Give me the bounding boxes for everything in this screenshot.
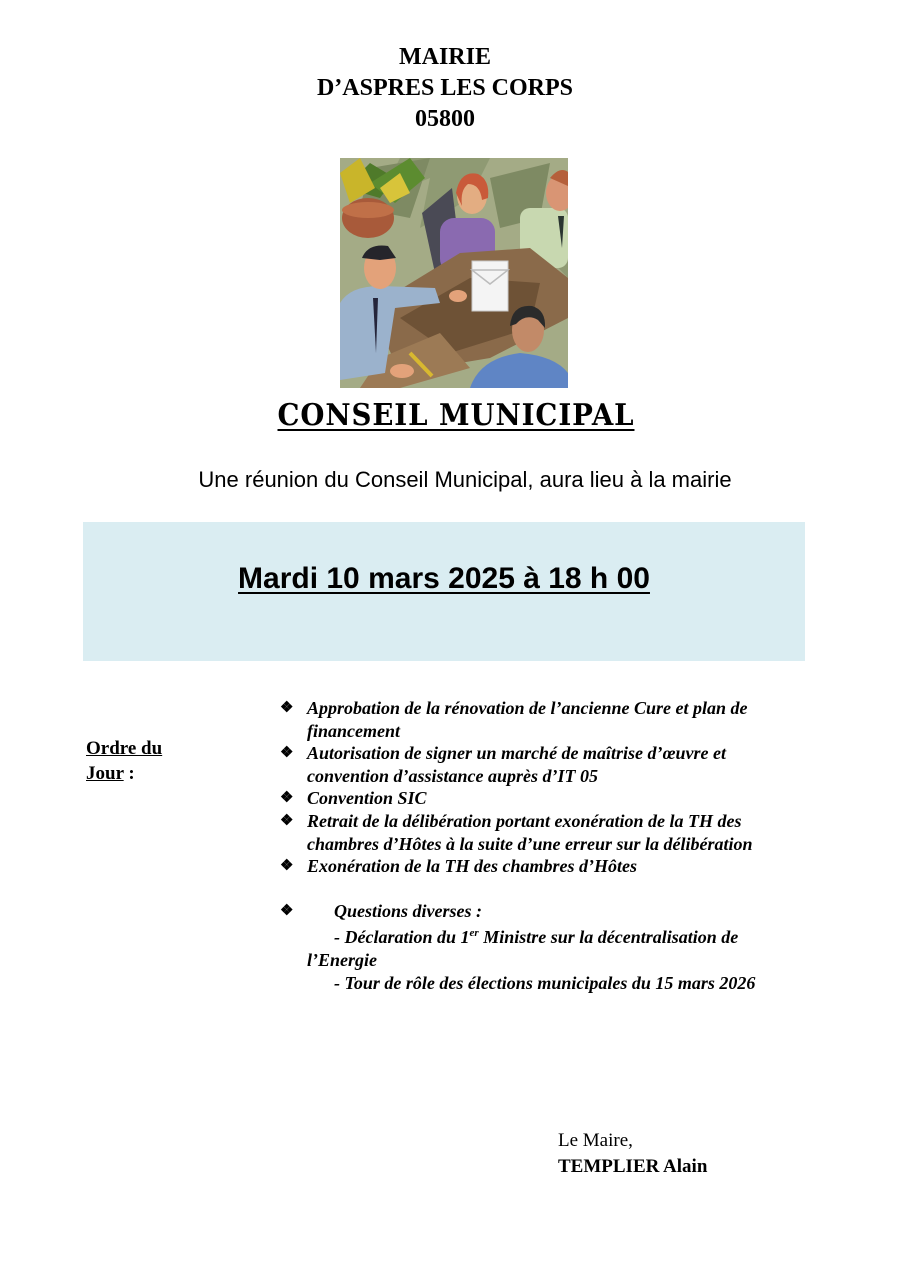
agenda-item-line: Autorisation de signer un marché de maîtrise d’œuvre et: [307, 743, 727, 764]
agenda-item-line: Approbation de la rénovation de l’ancienne Cure et plan de: [307, 698, 748, 718]
agenda-item-line: convention d’assistance auprès d’IT 05: [307, 765, 599, 786]
question-item-sup: er: [469, 927, 479, 940]
agenda-item: [280, 810, 820, 855]
signature-role: Le Maire,: [558, 1130, 633, 1151]
bullet-icon: ❖: [280, 858, 294, 875]
meeting-title: CONSEIL MUNICIPAL: [277, 398, 635, 433]
bullet-icon: ❖: [280, 902, 294, 919]
agenda-item-line: Exonération de la TH des chambres d’Hôtes: [307, 856, 637, 877]
date-banner: [83, 522, 805, 661]
question-item: - Tour de rôle des élections municipales du 15 mars 2026: [334, 972, 756, 993]
agenda-label-line1: Ordre du: [86, 738, 163, 759]
agenda-label-colon: :: [123, 763, 135, 784]
question-item-text: - Déclaration du 1: [334, 927, 470, 948]
agenda-item-questions: [280, 900, 820, 994]
bullet-icon: ❖: [280, 700, 294, 716]
agenda-item: [280, 697, 820, 742]
agenda-item: [280, 742, 820, 787]
question-item: [307, 922, 820, 949]
agenda-label: [86, 736, 162, 786]
agenda-item-line: Retrait de la délibération portant exonération de la TH des: [307, 810, 742, 831]
header-line-postcode: 05800: [415, 106, 475, 132]
question-item-continuation: l’Energie: [307, 949, 377, 970]
mairie-header: [0, 42, 890, 135]
agenda-item-line: chambres d’Hôtes à la suite d’une erreur sur la délibération: [307, 833, 753, 854]
meeting-illustration: [340, 158, 568, 388]
meeting-date: Mardi 10 mars 2025 à 18 h 00: [238, 562, 650, 595]
signature-block: [558, 1128, 707, 1180]
header-line-commune: D’ASPRES LES CORPS: [316, 75, 574, 101]
meeting-announcement: Une réunion du Conseil Municipal, aura lieu à la mairie: [198, 467, 732, 492]
agenda-item-line: Convention SIC: [307, 788, 427, 809]
agenda-item-line: financement: [307, 720, 400, 741]
agenda-item: [280, 787, 820, 810]
signature-name: TEMPLIER Alain: [558, 1156, 708, 1177]
header-line-mairie: MAIRIE: [398, 44, 491, 70]
bullet-icon: ❖: [280, 790, 294, 807]
bullet-icon: ❖: [280, 745, 294, 762]
agenda-label-line2: Jour: [86, 763, 124, 784]
bullet-icon: ❖: [280, 812, 294, 829]
agenda-list: [280, 697, 820, 994]
questions-heading: Questions diverses :: [334, 900, 482, 921]
question-item-text: Ministre sur la décentralisation de: [478, 927, 739, 948]
agenda-item: [280, 855, 820, 878]
